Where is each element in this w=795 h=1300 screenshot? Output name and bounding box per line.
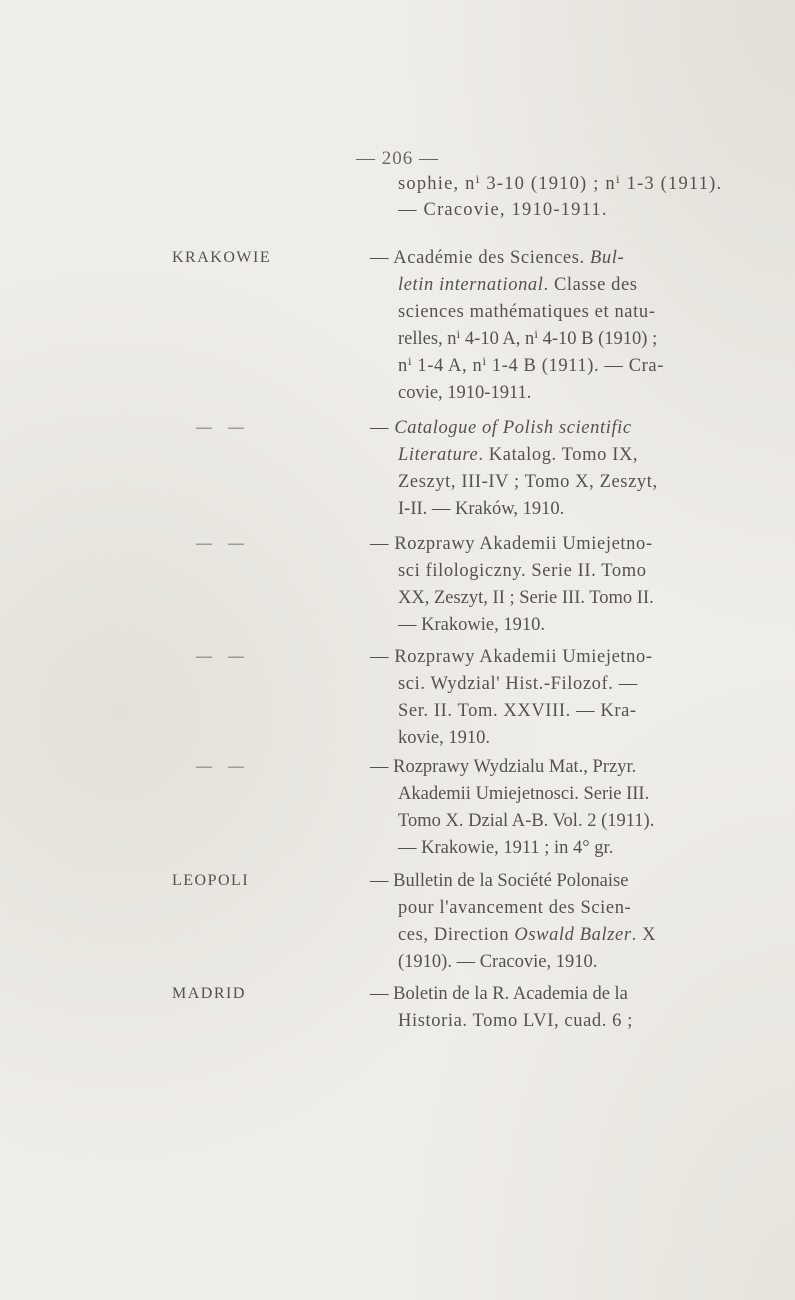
entry-place-label: MADRID xyxy=(172,985,246,1002)
entry-line: (1910). — Cracovie, 1910. xyxy=(398,952,598,972)
entry-ditto-label: — — xyxy=(196,758,250,775)
page-number: — 206 — xyxy=(356,148,439,169)
entry-line: I-II. — Kraków, 1910. xyxy=(398,499,565,519)
entry-line: — Krakowie, 1910. xyxy=(398,615,545,635)
entry-line: — Krakowie, 1911 ; in 4° gr. xyxy=(398,838,614,858)
entry-text: — Académie des Sciences. xyxy=(370,248,590,268)
entry-line: Literature. Katalog. Tomo IX, xyxy=(398,445,639,465)
entry-line: sci. Wydzial' Hist.-Filozof. — xyxy=(398,674,638,694)
entry-line: pour l'avancement des Scien- xyxy=(398,898,632,918)
entry-first-line: — Rozprawy Akademii Umiejetno- xyxy=(370,534,653,554)
entry-ditto-label: — — xyxy=(196,419,250,436)
entry-ditto-label: — — xyxy=(196,648,250,665)
entry-line: Zeszyt, III-IV ; Tomo X, Zeszyt, xyxy=(398,472,658,492)
entry-first-line xyxy=(370,246,624,270)
entry-line: relles, nⁱ 4-10 A, nⁱ 4-10 B (1910) ; xyxy=(398,329,658,349)
entry-place-label: LEOPOLI xyxy=(172,872,250,889)
entry-line: covie, 1910-1911. xyxy=(398,383,532,403)
entry-ditto-label: — — xyxy=(196,535,250,552)
entry-place-label: KRAKOWIE xyxy=(172,249,272,266)
entry-line: nⁱ 1-4 A, nⁱ 1-4 B (1911). — Cra- xyxy=(398,356,664,376)
intro-line: sophie, nⁱ 3-10 (1910) ; nⁱ 1-3 (1911). xyxy=(398,174,723,194)
entry-first-line: — Bulletin de la Société Polonaise xyxy=(370,871,629,891)
entry-line: letin international. Classe des xyxy=(398,275,638,295)
entry-line: sci filologiczny. Serie II. Tomo xyxy=(398,561,647,581)
entry-line: Ser. II. Tom. XXVIII. — Kra- xyxy=(398,701,637,721)
entry-italic-text: Bul- xyxy=(589,248,625,268)
entry-text: — xyxy=(370,418,395,438)
entry-line: sciences mathématiques et natu- xyxy=(398,302,656,322)
entry-line: Tomo X. Dzial A-B. Vol. 2 (1911). xyxy=(398,811,655,831)
entry-first-line: — Rozprawy Akademii Umiejetno- xyxy=(370,647,653,667)
intro-line: — Cracovie, 1910-1911. xyxy=(398,200,608,220)
entry-line: XX, Zeszyt, II ; Serie III. Tomo II. xyxy=(398,588,654,608)
entry-line: Historia. Tomo LVI, cuad. 6 ; xyxy=(398,1011,634,1031)
entry-line: Akademii Umiejetnosci. Serie III. xyxy=(398,784,650,804)
entry-first-line: — Rozprawy Wydzialu Mat., Przyr. xyxy=(370,757,637,777)
entry-line: ces, Direction Oswald Balzer. X xyxy=(398,925,657,945)
entry-line: kovie, 1910. xyxy=(398,728,490,748)
entry-first-line: — Boletin de la R. Academia de la xyxy=(370,984,628,1004)
entry-first-line xyxy=(370,416,632,440)
entry-italic-text: Catalogue of Polish scientific xyxy=(394,418,632,438)
